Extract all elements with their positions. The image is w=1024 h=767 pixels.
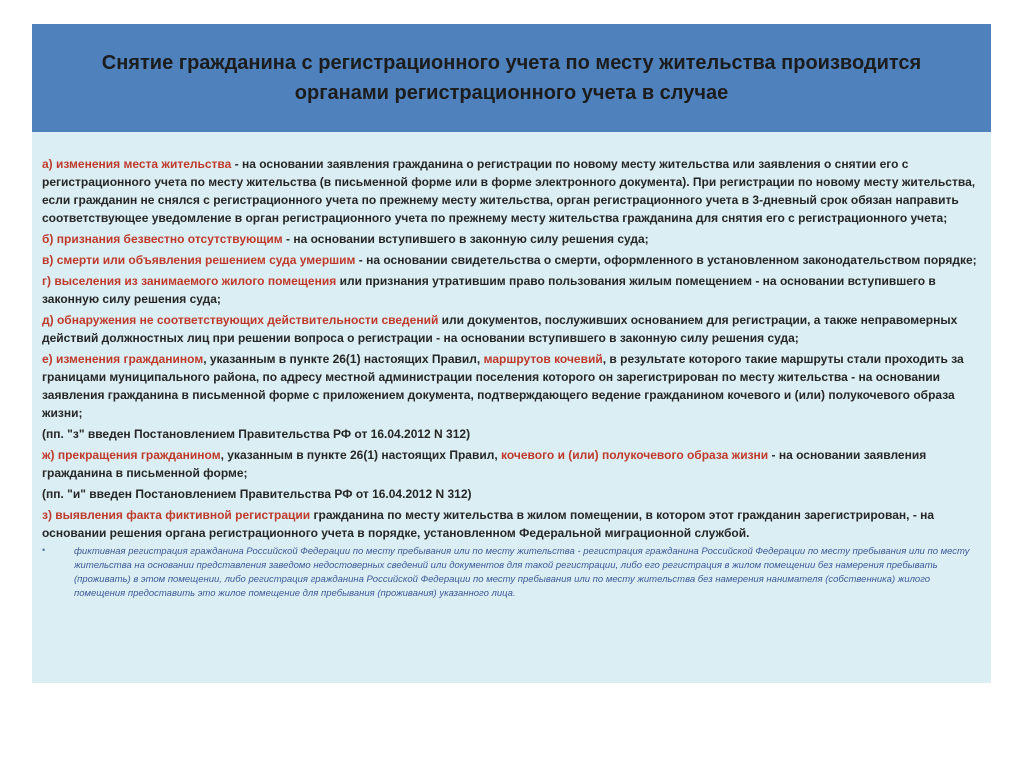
paragraph-a-text: - на основании заявления гражданина о регистрации по новому месту жительства или заявления о снятии его с регистрационного учета по месту жительства (в письменной форме или в форме электронного документа). При регистрации по новому месту жительства, если гражданин не снялся с регистрационного учета по прежнему месту жительства, орган регистрационного учета в 3-дневный срок обязан направить соответствующее уведомление в орган регистрационного учета по прежнему месту жительства гражданина для снятия его с регистрационного учета; [42,157,976,225]
paragraph-note-z [42,425,981,443]
paragraph-d [42,311,981,347]
paragraph-v-highlight: в) смерти или объявления решением суда умершим [42,253,356,267]
footnote-text: фиктивная регистрация гражданина Российской Федерации по месту пребывания или по месту жительства - регистрация гражданина Российской Федерации по месту пребывания или по месту жительства на основании представления заведомо недостоверных сведений или документов для такой регистрации, либо его регистрация в жилом помещении без намерения пребывать (проживать) в этом помещении, либо регистрация гражданина Российской Федерации по месту пребывания или по месту жительства без намерения нанимателя (собственника) жилого помещения предоставить это жилое помещение для пребывания (проживания) указанного лица. [74,546,970,599]
paragraph-v-text: - на основании свидетельства о смерти, оформленного в установленном законодательством порядке; [355,253,977,267]
paragraph-b-highlight: б) признания безвестно отсутствующим [42,232,283,246]
paragraph-note-i [42,485,981,503]
paragraph-zh-text: - на основании заявления гражданина в письменной форме; [42,448,927,480]
paragraph-e-highlight-2: маршрутов кочевий [483,352,603,366]
paragraph-zh-mid: , указанным в пункте 26(1) настоящих Правил, [220,448,501,462]
paragraph-v [42,251,981,269]
paragraph-g [42,272,981,308]
paragraph-zh-highlight: ж) прекращения гражданином [42,448,221,462]
paragraph-e-highlight: е) изменения гражданином [42,352,204,366]
footnote [42,545,981,601]
slide-content [32,132,991,683]
paragraph-b-text: - на основании вступившего в законную силу решения суда; [282,232,649,246]
paragraph-e-mid: , указанным в пункте 26(1) настоящих Правил, [203,352,484,366]
paragraph-a [42,155,981,227]
slide-title: Снятие гражданина с регистрационного учета по месту жительства производится органами регистрационного учета в случае [101,52,922,104]
paragraph-e [42,350,981,422]
paragraph-z-highlight: з) выявления факта фиктивной регистрации [42,508,311,522]
paragraph-d-highlight: д) обнаружения не соответствующих действительности сведений [42,313,439,327]
paragraph-b [42,230,981,248]
paragraph-note-i-text: (пп. "и" введен Постановлением Правительства РФ от 16.04.2012 N 312) [42,487,472,501]
bullet-icon: • [42,545,46,555]
paragraph-g-highlight: г) выселения из занимаемого жилого помещения [42,274,337,288]
paragraph-e-text: , в результате которого такие маршруты стали проходить за границами муниципального района, по адресу местной администрации поселения которого он зарегистрирован по месту жительства - на основании заявления гражданина в письменной форме с приложением документа, подтверждающего ведение гражданином кочевого и (или) полукочевого образа жизни; [42,352,964,420]
paragraph-z-text: гражданина по месту жительства в жилом помещении, в котором этот гражданин зарегистрирован, - на основании решения органа регистрационного учета в порядке, установленном Федеральной миграционной службой. [42,508,935,540]
slide-header [32,24,991,132]
paragraph-zh-highlight-2: кочевого и (или) полукочевого образа жизни [501,448,769,462]
paragraph-d-text: или документов, послуживших основанием для регистрации, а также неправомерных действий должностных лиц при решении вопроса о регистрации - на основании вступившего в законную силу решения суда; [42,313,958,345]
paragraph-note-z-text: (пп. "з" введен Постановлением Правительства РФ от 16.04.2012 N 312) [42,427,471,441]
paragraph-zh [42,446,981,482]
paragraph-z [42,506,981,542]
paragraph-g-text: или признания утратившим право пользования жилым помещением - на основании вступившего в законную силу решения суда; [42,274,936,306]
paragraph-a-highlight: а) изменения места жительства [42,157,232,171]
